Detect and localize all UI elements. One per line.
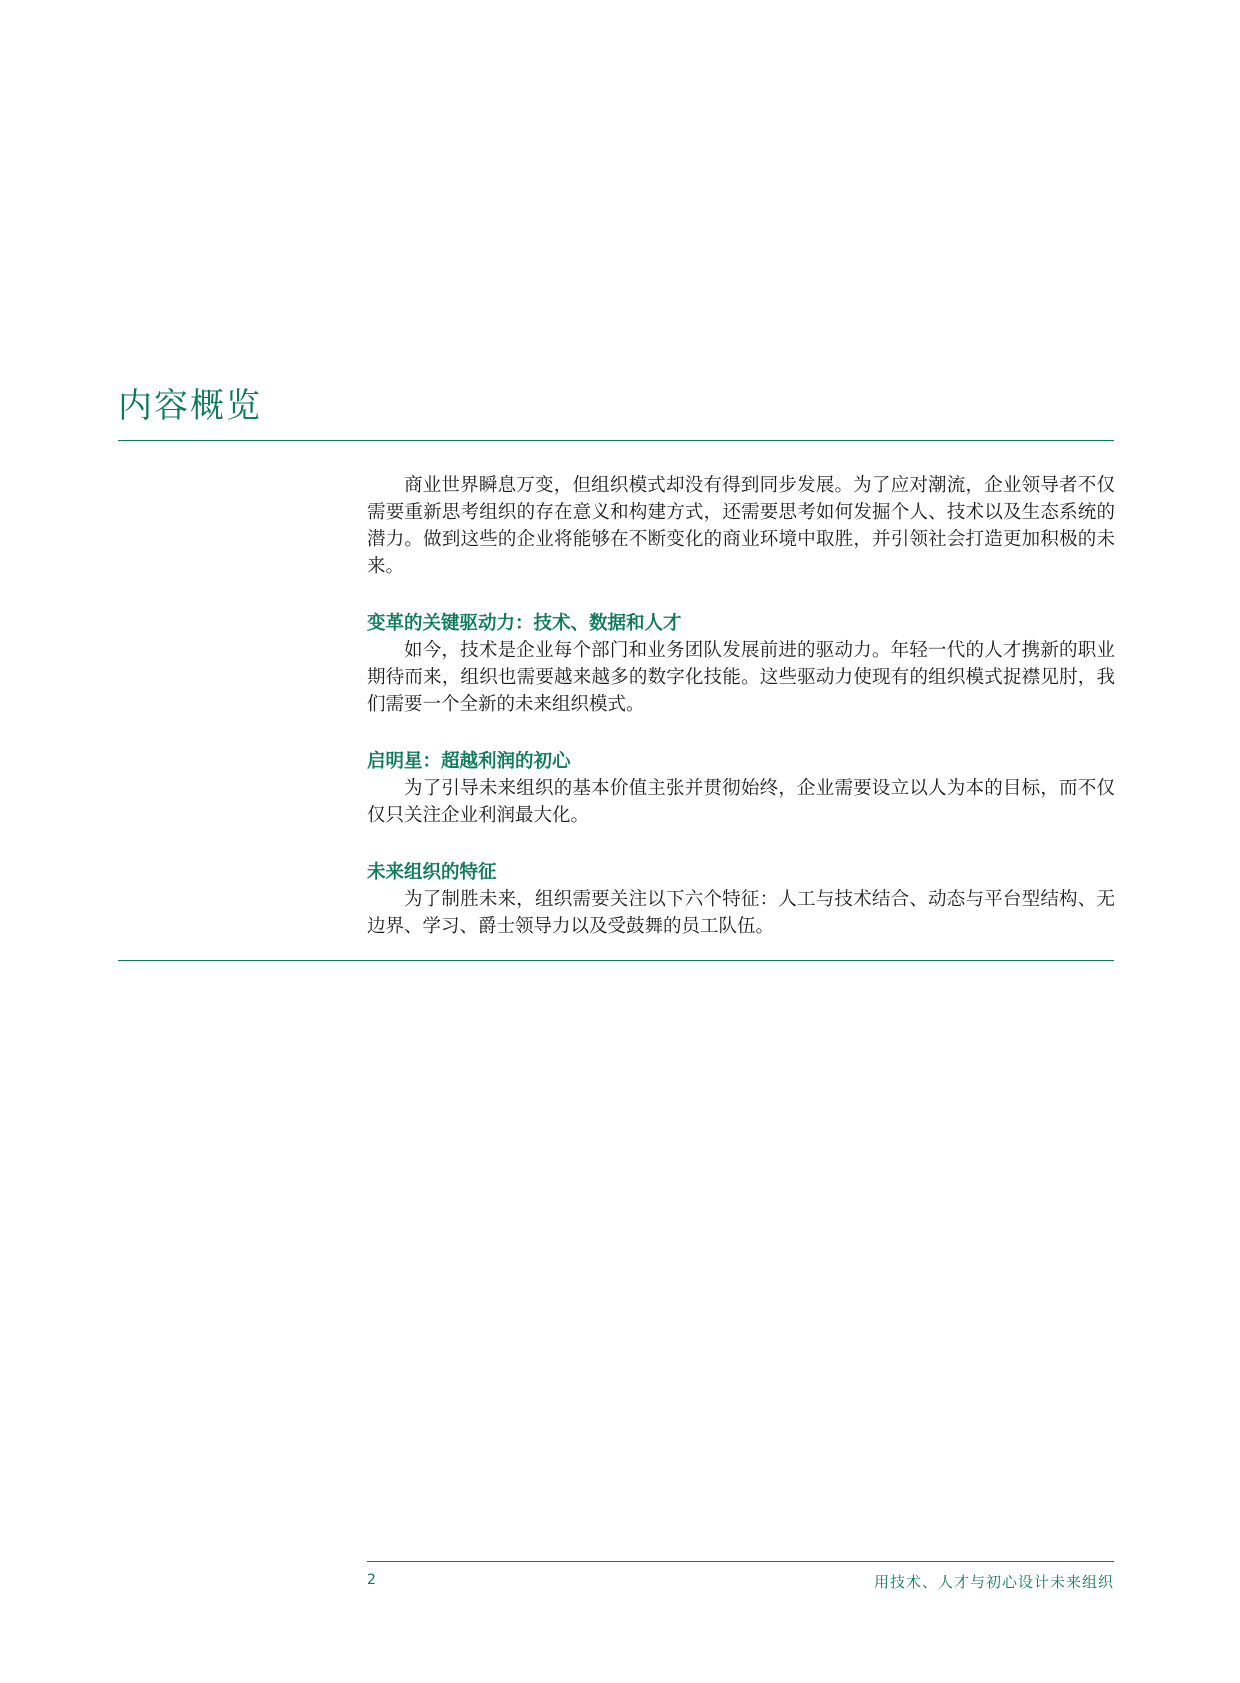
section-heading: 变革的关键驱动力：技术、数据和人才 xyxy=(367,613,682,634)
bottom-divider xyxy=(118,960,1114,961)
section-heading: 启明星：超越利润的初心 xyxy=(367,751,571,772)
intro-paragraph: 商业世界瞬息万变，但组织模式却没有得到同步发展。为了应对潮流，企业领导者不仅需要重新思考组织的存在意义和构建方式，还需要思考如何发掘个人、技术以及生态系统的潜力。做到这些的企业将能够在不断变化的商业环境中取胜，并引领社会打造更加积极的未来。 xyxy=(367,475,1115,577)
content-column xyxy=(367,472,1115,940)
section-body: 为了引导未来组织的基本价值主张并贯彻始终，企业需要设立以人为本的目标，而不仅仅只关注企业利润最大化。 xyxy=(367,778,1115,826)
footer-divider xyxy=(367,1561,1114,1562)
page-title: 内容概览 xyxy=(118,386,262,426)
section-body: 如今，技术是企业每个部门和业务团队发展前进的驱动力。年轻一代的人才携新的职业期待而来，组织也需要越来越多的数字化技能。这些驱动力使现有的组织模式捉襟见肘，我们需要一个全新的未来组织模式。 xyxy=(367,640,1115,715)
section-heading: 未来组织的特征 xyxy=(367,862,497,883)
section-characteristics xyxy=(367,859,1115,940)
footer-doc-title: 用技术、人才与初心设计未来组织 xyxy=(873,1573,1114,1591)
section-drivers xyxy=(367,610,1115,718)
section-north-star xyxy=(367,748,1115,829)
section-body: 为了制胜未来，组织需要关注以下六个特征：人工与技术结合、动态与平台型结构、无边界、学习、爵士领导力以及受鼓舞的员工队伍。 xyxy=(367,889,1115,937)
page-number: 2 xyxy=(367,1572,376,1588)
top-divider xyxy=(118,440,1114,441)
